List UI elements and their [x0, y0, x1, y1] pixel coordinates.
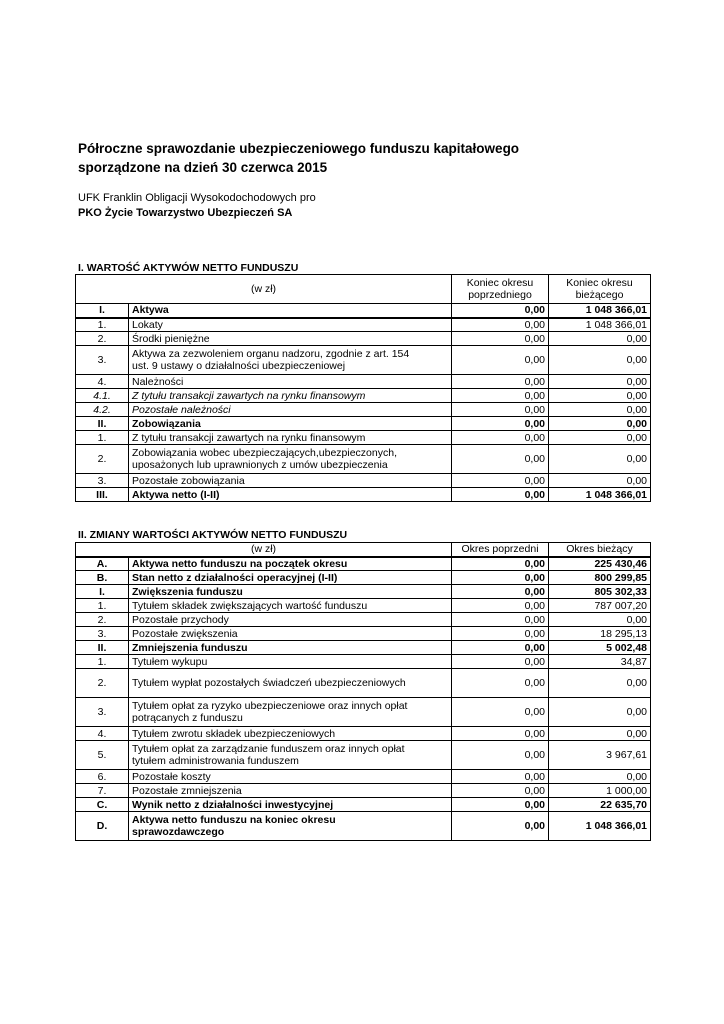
row-index: 1.	[76, 431, 129, 445]
table-row	[76, 784, 651, 798]
col-prev-header-line-1: Koniec okresu	[466, 277, 534, 289]
row-cur-value: 1 000,00	[549, 784, 651, 798]
row-index: 7.	[76, 784, 129, 798]
report-title	[78, 139, 519, 177]
net-assets-changes-table	[75, 542, 651, 841]
table-row	[76, 627, 651, 641]
row-cur-value: 1 048 366,01	[549, 812, 651, 841]
row-cur-value: 22 635,70	[549, 798, 651, 812]
table-row	[76, 669, 651, 698]
row-label: Tytułem składek zwiększających wartość funduszu	[129, 599, 452, 613]
row-index: II.	[76, 641, 129, 655]
row-index: B.	[76, 571, 129, 585]
table-row	[76, 474, 651, 488]
row-index: III.	[76, 488, 129, 502]
row-index: 5.	[76, 741, 129, 770]
row-cur-value: 34,87	[549, 655, 651, 669]
row-label: Z tytułu transakcji zawartych na rynku finansowym	[129, 431, 452, 445]
row-prev-value: 0,00	[452, 304, 549, 318]
col-cur-header-line-2: bieżącego	[575, 289, 624, 301]
table-row	[76, 812, 651, 841]
row-cur-value: 0,00	[549, 375, 651, 389]
table-row	[76, 417, 651, 431]
row-label: Pozostałe zobowiązania	[129, 474, 452, 488]
row-prev-value: 0,00	[452, 698, 549, 727]
row-index: D.	[76, 812, 129, 841]
row-prev-value: 0,00	[452, 798, 549, 812]
fund-info	[78, 191, 316, 221]
table-header-row	[76, 543, 651, 557]
fund-name: UFK Franklin Obligacji Wysokodochodowych pro	[78, 192, 316, 204]
table-row	[76, 346, 651, 375]
table-row	[76, 375, 651, 389]
row-label	[129, 698, 452, 727]
row-prev-value: 0,00	[452, 613, 549, 627]
row-prev-value: 0,00	[452, 727, 549, 741]
row-prev-value: 0,00	[452, 346, 549, 375]
row-label: Aktywa	[129, 304, 452, 318]
row-cur-value: 805 302,33	[549, 585, 651, 599]
row-index: 2.	[76, 613, 129, 627]
table-row	[76, 770, 651, 784]
row-cur-value: 0,00	[549, 770, 651, 784]
row-index: 3.	[76, 698, 129, 727]
col-prev-header-line-2: poprzedniego	[468, 289, 532, 301]
row-cur-value: 0,00	[549, 346, 651, 375]
row-prev-value: 0,00	[452, 474, 549, 488]
row-prev-value: 0,00	[452, 403, 549, 417]
section1-title: I. WARTOŚĆ AKTYWÓW NETTO FUNDUSZU	[78, 262, 299, 274]
row-index: 1.	[76, 318, 129, 332]
row-index: A.	[76, 557, 129, 571]
col-cur-header: Okres bieżący	[549, 543, 651, 557]
table-header-row	[76, 275, 651, 304]
table-row	[76, 613, 651, 627]
row-prev-value: 0,00	[452, 585, 549, 599]
table-row	[76, 655, 651, 669]
row-prev-value: 0,00	[452, 599, 549, 613]
table-row	[76, 727, 651, 741]
row-index: 4.	[76, 375, 129, 389]
row-label: Pozostałe zwiększenia	[129, 627, 452, 641]
row-cur-value: 1 048 366,01	[549, 488, 651, 502]
row-prev-value: 0,00	[452, 445, 549, 474]
row-prev-value: 0,00	[452, 812, 549, 841]
row-cur-value: 0,00	[549, 698, 651, 727]
row-label: Pozostałe koszty	[129, 770, 452, 784]
row-index: 4.	[76, 727, 129, 741]
row-prev-value: 0,00	[452, 389, 549, 403]
col-cur-header	[549, 275, 651, 304]
table-row	[76, 557, 651, 571]
row-prev-value: 0,00	[452, 318, 549, 332]
table-row	[76, 585, 651, 599]
row-label: Zmniejszenia funduszu	[129, 641, 452, 655]
row-index: 2.	[76, 669, 129, 698]
row-index: 4.2.	[76, 403, 129, 417]
row-prev-value: 0,00	[452, 417, 549, 431]
section2-title: II. ZMIANY WARTOŚCI AKTYWÓW NETTO FUNDUSZU	[78, 529, 348, 541]
table-row	[76, 389, 651, 403]
row-label: Tytułem wykupu	[129, 655, 452, 669]
table-row	[76, 403, 651, 417]
row-label: Pozostałe należności	[129, 403, 452, 417]
row-label-line-2: ust. 9 ustawy o działalności ubezpieczeniowej	[132, 360, 346, 372]
row-label	[129, 346, 452, 375]
row-label: Zobowiązania	[129, 417, 452, 431]
row-index: 3.	[76, 346, 129, 375]
report-title-line-1: Półroczne sprawozdanie ubezpieczeniowego funduszu kapitałowego	[78, 141, 520, 156]
row-cur-value: 0,00	[549, 332, 651, 346]
row-prev-value: 0,00	[452, 488, 549, 502]
row-cur-value: 0,00	[549, 445, 651, 474]
row-index: I.	[76, 585, 129, 599]
row-index: 3.	[76, 474, 129, 488]
row-prev-value: 0,00	[452, 770, 549, 784]
table-row	[76, 741, 651, 770]
row-label	[129, 445, 452, 474]
row-prev-value: 0,00	[452, 655, 549, 669]
row-index: 6.	[76, 770, 129, 784]
row-label: Wynik netto z działalności inwestycyjnej	[129, 798, 452, 812]
row-label: Pozostałe przychody	[129, 613, 452, 627]
row-label-line-2: potrącanych z funduszu	[132, 712, 243, 724]
row-prev-value: 0,00	[452, 669, 549, 698]
table-row	[76, 318, 651, 332]
row-prev-value: 0,00	[452, 627, 549, 641]
row-label-line-1: Tytułem opłat za ryzyko ubezpieczeniowe oraz innych opłat	[132, 700, 408, 712]
row-prev-value: 0,00	[452, 741, 549, 770]
row-cur-value: 18 295,13	[549, 627, 651, 641]
table-row	[76, 798, 651, 812]
row-prev-value: 0,00	[452, 571, 549, 585]
row-index: 1.	[76, 599, 129, 613]
row-index: 3.	[76, 627, 129, 641]
row-label: Tytułem zwrotu składek ubezpieczeniowych	[129, 727, 452, 741]
row-label: Pozostałe zmniejszenia	[129, 784, 452, 798]
row-prev-value: 0,00	[452, 332, 549, 346]
row-label-line-2: sprawozdawczego	[132, 826, 225, 838]
table-row	[76, 698, 651, 727]
col-prev-header: Okres poprzedni	[452, 543, 549, 557]
row-index: I.	[76, 304, 129, 318]
table-row	[76, 304, 651, 318]
row-prev-value: 0,00	[452, 784, 549, 798]
unit-header: (w zł)	[76, 275, 452, 304]
row-cur-value: 0,00	[549, 417, 651, 431]
row-label-line-1: Zobowiązania wobec ubezpieczających,ubezpieczonych,	[132, 447, 397, 459]
row-prev-value: 0,00	[452, 557, 549, 571]
col-cur-header-line-1: Koniec okresu	[566, 277, 633, 289]
row-label-line-2: uposażonych lub uprawnionych z umów ubezpieczenia	[132, 459, 388, 471]
row-cur-value: 800 299,85	[549, 571, 651, 585]
company-name: PKO Życie Towarzystwo Ubezpieczeń SA	[78, 207, 293, 219]
row-label: Stan netto z działalności operacyjnej (I-II)	[129, 571, 452, 585]
net-assets-table	[75, 274, 651, 502]
row-cur-value: 1 048 366,01	[549, 304, 651, 318]
row-prev-value: 0,00	[452, 641, 549, 655]
report-title-line-2: sporządzone na dzień 30 czerwca 2015	[78, 160, 328, 175]
row-cur-value: 1 048 366,01	[549, 318, 651, 332]
row-index: 2.	[76, 332, 129, 346]
row-index: 4.1.	[76, 389, 129, 403]
row-cur-value: 0,00	[549, 403, 651, 417]
row-label: Aktywa netto funduszu na początek okresu	[129, 557, 452, 571]
row-cur-value: 0,00	[549, 613, 651, 627]
row-cur-value: 0,00	[549, 389, 651, 403]
table-row	[76, 332, 651, 346]
row-index: II.	[76, 417, 129, 431]
row-label: Środki pieniężne	[129, 332, 452, 346]
row-cur-value: 3 967,61	[549, 741, 651, 770]
row-label-line-2: tytułem administrowania funduszem	[132, 755, 299, 767]
row-prev-value: 0,00	[452, 375, 549, 389]
row-cur-value: 0,00	[549, 431, 651, 445]
table-row	[76, 431, 651, 445]
row-cur-value: 0,00	[549, 474, 651, 488]
row-label	[129, 741, 452, 770]
row-index: 1.	[76, 655, 129, 669]
row-label: Należności	[129, 375, 452, 389]
table-row	[76, 599, 651, 613]
row-label-line-1: Aktywa netto funduszu na koniec okresu	[132, 814, 336, 826]
row-cur-value: 0,00	[549, 727, 651, 741]
row-cur-value: 225 430,46	[549, 557, 651, 571]
row-index: C.	[76, 798, 129, 812]
table-row	[76, 571, 651, 585]
row-prev-value: 0,00	[452, 431, 549, 445]
row-index: 2.	[76, 445, 129, 474]
row-label: Z tytułu transakcji zawartych na rynku finansowym	[129, 389, 452, 403]
row-label: Zwiększenia funduszu	[129, 585, 452, 599]
row-cur-value: 5 002,48	[549, 641, 651, 655]
table-row	[76, 445, 651, 474]
row-label: Lokaty	[129, 318, 452, 332]
col-prev-header	[452, 275, 549, 304]
table-row	[76, 641, 651, 655]
row-label: Tytułem wypłat pozostałych świadczeń ubezpieczeniowych	[129, 669, 452, 698]
table-row	[76, 488, 651, 502]
row-cur-value: 787 007,20	[549, 599, 651, 613]
row-label-line-1: Aktywa za zezwoleniem organu nadzoru, zgodnie z art. 154	[132, 348, 410, 360]
unit-header: (w zł)	[76, 543, 452, 557]
row-label-line-1: Tytułem opłat za zarządzanie funduszem oraz innych opłat	[132, 743, 405, 755]
row-label	[129, 812, 452, 841]
row-cur-value: 0,00	[549, 669, 651, 698]
row-label: Aktywa netto (I-II)	[129, 488, 452, 502]
